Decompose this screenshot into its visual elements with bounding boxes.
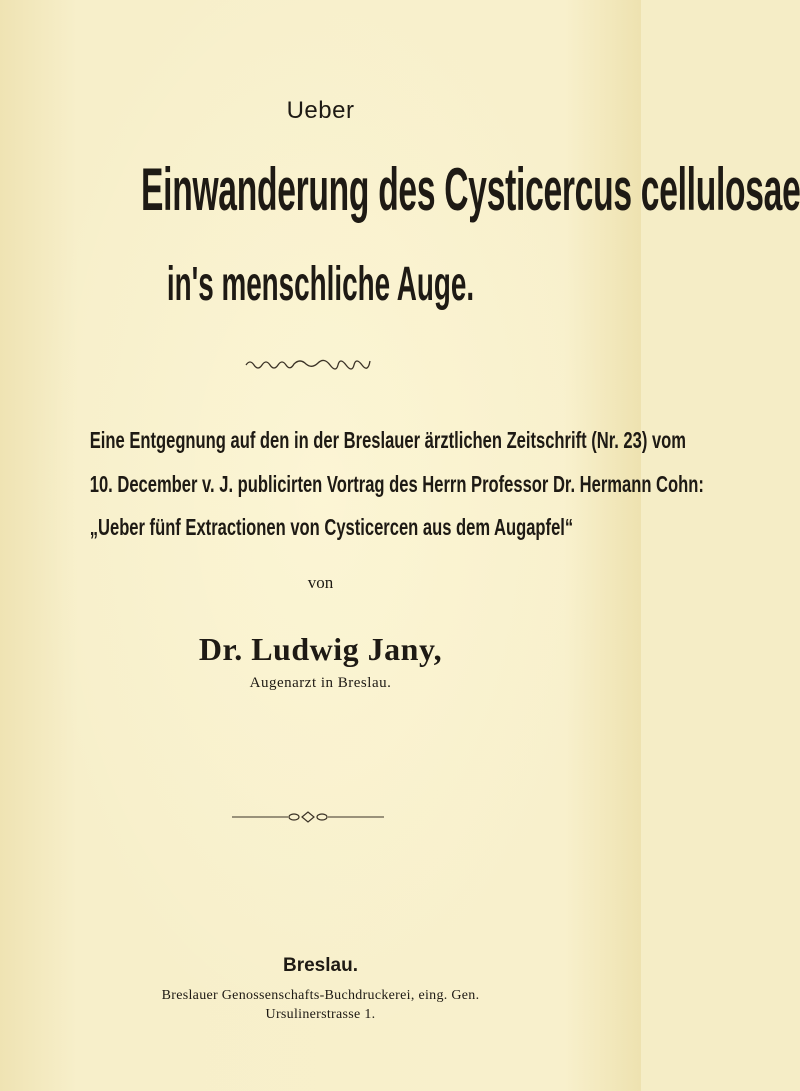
description-line-3: „Ueber fünf Extractionen von Cysticercen aus dem Augapfel“ xyxy=(89,514,574,540)
publisher-line-2: Ursulinerstrasse 1. xyxy=(265,1007,376,1022)
pretitle: Ueber xyxy=(286,97,355,124)
place-of-publication: Breslau. xyxy=(283,955,358,976)
description-line-2: 10. December v. J. publicirten Vortrag des Herrn Professor Dr. Hermann Cohn: xyxy=(89,471,704,497)
main-title-line-1: Einwanderung des Cysticercus cellulosae xyxy=(141,156,800,223)
author-name: Dr. Ludwig Jany, xyxy=(198,631,443,667)
by-label: von xyxy=(307,573,334,592)
author-role: Augenarzt in Breslau. xyxy=(249,675,392,691)
wavy-ornament xyxy=(244,356,374,370)
description-line-1: Eine Entgegnung auf den in der Breslauer ärztlichen Zeitschrift (Nr. 23) vom xyxy=(89,427,687,453)
main-title-line-2: in's menschliche Auge. xyxy=(166,258,475,311)
publisher-line-1: Breslauer Genossenschafts-Buchdruckerei, eing. Gen. xyxy=(161,988,480,1003)
ornamental-divider xyxy=(232,811,384,823)
